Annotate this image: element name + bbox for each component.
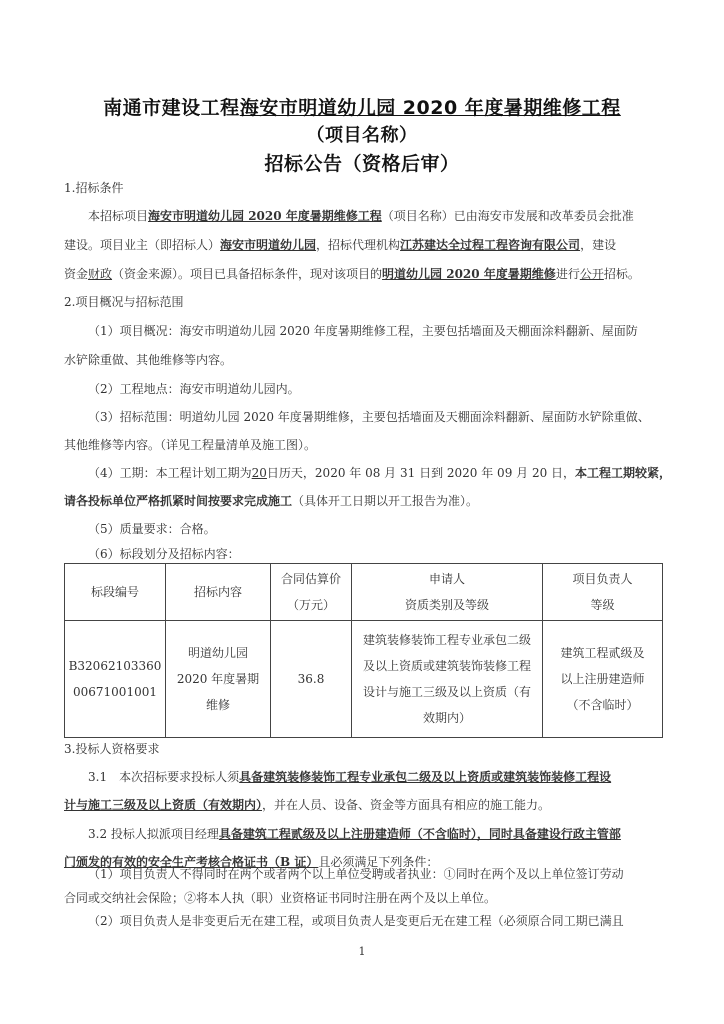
cell-manager: 建筑工程贰级及 以上注册建造师 （不含临时） xyxy=(543,621,663,738)
header-content: 招标内容 xyxy=(166,564,271,621)
section-2-heading: 2.项目概况与招标范围 xyxy=(64,295,184,309)
section-1-heading: 1.招标条件 xyxy=(64,181,124,195)
section-1-para-line: 建设。项目业主（即招标人）海安市明道幼儿园，招标代理机构江苏建达全过程工程咨询有限公司，建设 xyxy=(64,238,617,252)
overview-line: 水铲除重做、其他维修等内容。 xyxy=(64,353,233,367)
header-lot-code: 标段编号 xyxy=(65,564,166,621)
section-3-heading: 3.投标人资格要求 xyxy=(64,742,160,756)
requirement-3-1-line: 3.1 本次招标要求投标人须具备建筑装修装饰工程专业承包二级及以上资质或建筑装饰装修工程设 xyxy=(88,770,612,784)
section-1-para-line: 本招标项目海安市明道幼儿园 2020 年度暑期维修工程（项目名称）已由海安市发展和改革委员会批准 xyxy=(88,209,634,223)
requirement-3-2-line: 门颁发的有效的安全生产考核合格证书（B 证）且必须满足下列条件： xyxy=(64,855,439,869)
duration-line: 请各投标单位严格抓紧时间按要求完成施工（具体开工日期以开工报告为准）。 xyxy=(64,494,479,508)
overview-line: （1）项目概况：海安市明道幼儿园 2020 年度暑期维修工程，主要包括墙面及天棚面涂料翻新、屋面防 xyxy=(88,324,638,338)
bid-lot-table xyxy=(64,563,663,738)
quality-line: （5）质量要求：合格。 xyxy=(88,522,216,536)
page-number: 1 xyxy=(358,945,366,958)
scope-line: 其他维修等内容。（详见工程量清单及施工图）。 xyxy=(64,438,317,452)
announcement-subtitle: 招标公告（资格后审） xyxy=(264,153,460,175)
table-row xyxy=(65,621,663,738)
table-header-row xyxy=(65,564,663,621)
header-price: 合同估算价 （万元） xyxy=(271,564,352,621)
scope-line: （3）招标范围：明道幼儿园 2020 年度暑期维修，主要包括墙面及天棚面涂料翻新、屋面防水铲除重做、 xyxy=(88,410,650,424)
lot-division-line: （6）标段划分及招标内容： xyxy=(88,547,240,561)
condition-2-line: （2）项目负责人是非变更后无在建工程，或项目负责人是变更后无在建工程（必须原合同工期已满且 xyxy=(88,914,624,928)
section-1-para-line: 资金财政（资金来源）。项目已具备招标条件，现对该项目的明道幼儿园 2020 年度暑期维修进行公开招标。 xyxy=(64,267,640,281)
cell-qualification: 建筑装修装饰工程专业承包二级 及以上资质或建筑装饰装修工程 设计与施工三级及以上资质（有 效期内） xyxy=(352,621,543,738)
duration-line: （4）工期：本工程计划工期为20日历天，2020 年 08 月 31 日到 2020 年 09 月 20 日，本工程工期较紧， xyxy=(88,466,672,480)
location-line: （2）工程地点：海安市明道幼儿园内。 xyxy=(88,382,300,396)
document-title: 南通市建设工程海安市明道幼儿园 2020 年度暑期维修工程 xyxy=(103,97,621,119)
cell-price: 36.8 xyxy=(271,621,352,738)
header-qualification: 申请人 资质类别及等级 xyxy=(352,564,543,621)
condition-1-line: 合同或交纳社会保险；②将本人执（职）业资格证书同时注册在两个及以上单位。 xyxy=(64,891,497,905)
project-name-label: （项目名称） xyxy=(306,125,418,146)
requirement-3-1-line: 计与施工三级及以上资质（有效期内），并在人员、设备、资金等方面具有相应的施工能力。 xyxy=(64,798,551,812)
cell-content: 明道幼儿园 2020 年度暑期 维修 xyxy=(166,621,271,738)
condition-1-line: （1）项目负责人不得同时在两个或者两个以上单位受聘或者执业：①同时在两个及以上单位签订劳动 xyxy=(88,867,624,881)
cell-lot-code: B32062103360 00671001001 xyxy=(65,621,166,738)
header-manager: 项目负责人 等级 xyxy=(543,564,663,621)
requirement-3-2-line: 3.2 投标人拟派项目经理具备建筑工程贰级及以上注册建造师（不含临时），同时具备建设行政主管部 xyxy=(88,827,621,841)
